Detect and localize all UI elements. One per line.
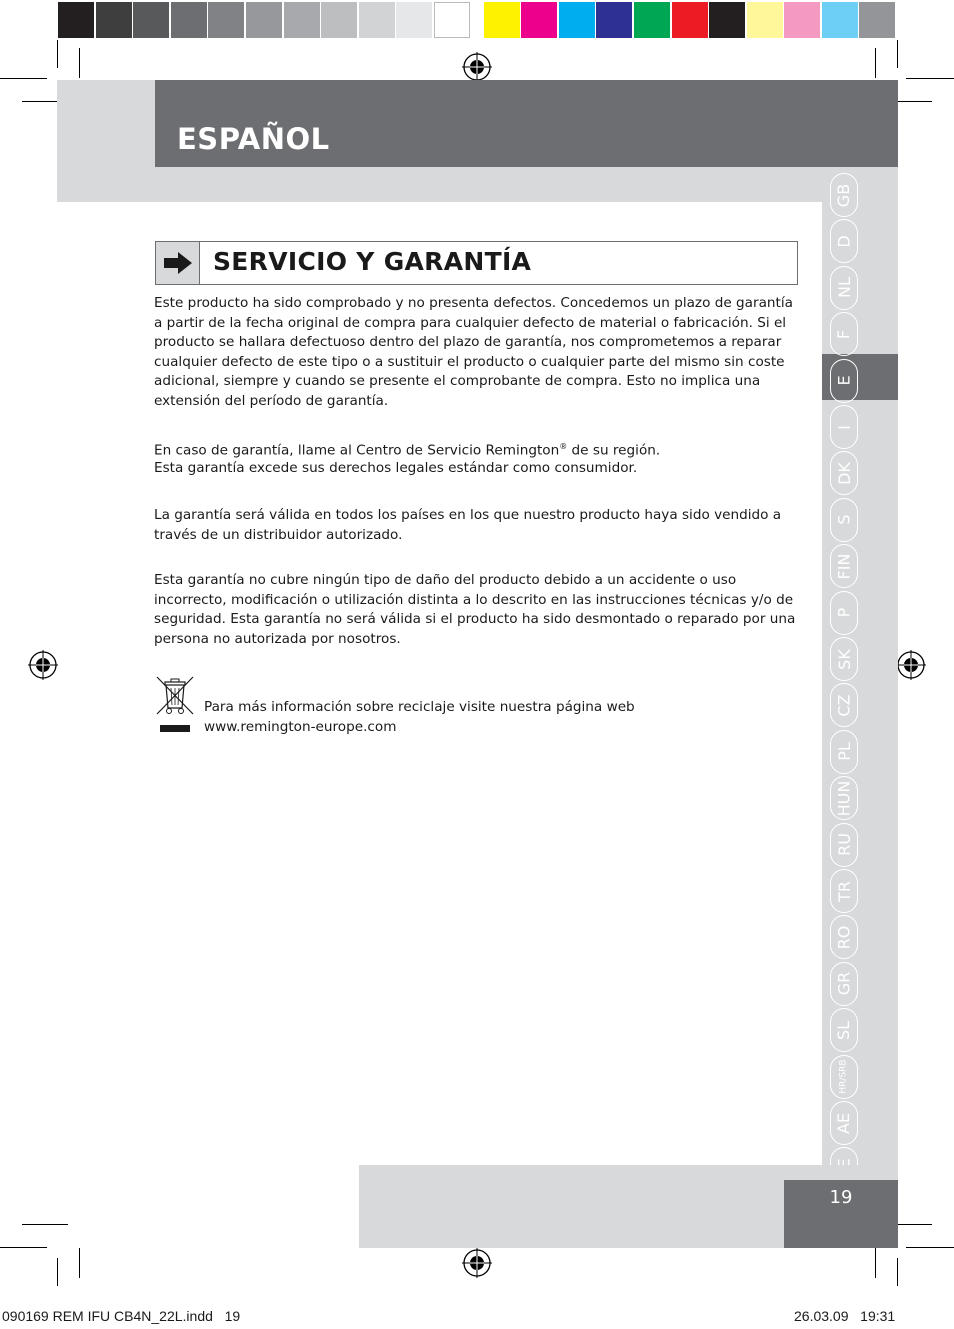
crop-mark <box>897 1258 898 1286</box>
language-tab-label: I <box>834 424 854 430</box>
file-slug: 090169 REM IFU CB4N_22L.indd 19 <box>2 1308 241 1324</box>
crop-mark <box>57 40 58 68</box>
crop-mark <box>22 1224 68 1225</box>
language-tab-label: S <box>834 514 854 525</box>
recycling-text: Para más información sobre reciclaje visite nuestra página web <box>204 699 635 715</box>
color-swatch <box>709 2 745 38</box>
crop-mark <box>0 78 47 79</box>
color-swatch <box>634 2 670 38</box>
language-tab-i[interactable] <box>830 405 858 449</box>
service-center-paragraph <box>154 437 802 461</box>
language-tab-label: RO <box>834 925 854 950</box>
color-swatch <box>284 2 320 38</box>
language-tab-pl[interactable] <box>830 730 858 774</box>
crop-mark <box>906 78 954 79</box>
legal-rights-paragraph: Esta garantía excede sus derechos legales estándar como consumidor. <box>154 460 638 476</box>
language-tab-p[interactable] <box>830 591 858 635</box>
color-swatch <box>246 2 282 38</box>
color-swatch <box>96 2 132 38</box>
language-tab-hr-srb[interactable] <box>830 1055 858 1099</box>
color-swatch <box>747 2 783 38</box>
color-swatch <box>784 2 820 38</box>
language-tab-label: HR/SRB <box>838 1059 849 1094</box>
language-tab-gb[interactable] <box>830 173 858 217</box>
language-tab-gr[interactable] <box>830 962 858 1006</box>
recycling-website-link[interactable]: www.remington-europe.com <box>204 719 397 735</box>
crop-mark <box>0 1247 47 1248</box>
section-arrow-box <box>155 241 200 285</box>
crop-mark <box>875 48 876 78</box>
exclusions-paragraph: Esta garantía no cubre ningún tipo de daño del producto debido a un accidente o uso incorrecto, modificación o utilización distinta a lo descrito en las instrucciones técnicas y/o de seguridad. Esta garantía no será válida si el producto ha sido desmontado o reparado por una persona no autorizada por nosotros. <box>154 572 796 647</box>
language-tab-label: AE <box>834 1112 854 1134</box>
registration-mark-icon <box>896 650 926 680</box>
language-tab-cz[interactable] <box>830 683 858 727</box>
color-swatch <box>521 2 557 38</box>
section-title: SERVICIO Y GARANTÍA <box>213 247 532 276</box>
weee-crossed-bin-icon <box>155 674 195 734</box>
language-tab-d[interactable] <box>830 219 858 263</box>
crop-mark <box>79 48 80 78</box>
color-swatch <box>559 2 595 38</box>
registration-mark-icon <box>462 1248 492 1278</box>
language-tab-label: FIN <box>834 553 854 580</box>
color-swatch <box>484 2 520 38</box>
language-tab-label: TR <box>834 880 854 902</box>
crop-mark <box>906 1247 954 1248</box>
language-tab-sk[interactable] <box>830 637 858 681</box>
language-tab-ro[interactable] <box>830 915 858 959</box>
language-tab-label: GB <box>834 183 854 207</box>
color-swatch <box>208 2 244 38</box>
crop-mark <box>79 1248 80 1278</box>
language-tab-ae[interactable] <box>830 1101 858 1145</box>
color-swatch <box>596 2 632 38</box>
language-tab-s[interactable] <box>830 498 858 542</box>
page-number: 19 <box>829 1187 853 1208</box>
language-tab-label: SK <box>834 648 854 670</box>
color-swatch <box>434 2 470 38</box>
crop-mark <box>57 1258 58 1286</box>
language-tab-e[interactable] <box>830 359 858 403</box>
validity-paragraph: La garantía será válida en todos los países en los que nuestro producto haya sido vendido a través de un distribuidor autorizado. <box>154 507 782 543</box>
warranty-paragraph: Este producto ha sido comprobado y no presenta defectos. Concedemos un plazo de garantía a partir de la fecha original de compra para cualquier defecto de material o fabricación. Si el producto se hallara defectuoso dentro del plazo de garantía, nos comprometemos a reparar cualquier defecto de este tipo o a sustituir el producto o cualquier parte del mismo sin coste adicional, siempre y cuando se presente el comprobante de compra. Esto no implica una extensión del período de garantía. <box>154 295 793 409</box>
service-center-text: En caso de garantía, llame al Centro de Servicio Remington <box>154 442 560 459</box>
arrow-right-icon <box>163 252 193 274</box>
language-tab-f[interactable] <box>830 312 858 356</box>
language-tab-label: F <box>834 329 854 339</box>
language-tab-label: NL <box>834 277 854 299</box>
registration-mark-icon <box>462 52 492 82</box>
language-tab-label: PL <box>834 742 854 762</box>
registered-mark: ® <box>559 442 568 451</box>
language-tab-label: DK <box>834 461 854 485</box>
language-tab-tr[interactable] <box>830 869 858 913</box>
color-swatch <box>822 2 858 38</box>
language-tab-sl[interactable] <box>830 1008 858 1052</box>
service-center-text-end: de su región. <box>567 442 661 459</box>
color-swatch <box>58 2 94 38</box>
language-tab-label: D <box>834 235 854 248</box>
language-tab-label: SL <box>834 1020 854 1040</box>
language-tab-nl[interactable] <box>830 266 858 310</box>
language-tab-ru[interactable] <box>830 823 858 867</box>
date-slug: 26.03.09 19:31 <box>794 1308 896 1324</box>
recycling-info <box>204 697 635 737</box>
color-swatch <box>171 2 207 38</box>
color-bar-gap <box>472 2 484 38</box>
language-tab-label: HUN <box>834 780 854 817</box>
language-tab-hun[interactable] <box>830 776 858 820</box>
crop-mark <box>897 40 898 68</box>
color-swatch <box>859 2 895 38</box>
language-tab-label: E <box>834 375 854 386</box>
language-tab-label: RU <box>834 833 854 857</box>
color-swatch <box>321 2 357 38</box>
color-swatch <box>396 2 432 38</box>
color-swatch <box>359 2 395 38</box>
language-tab-label: P <box>834 607 854 618</box>
printer-color-bar <box>58 2 897 38</box>
crop-mark <box>875 1248 876 1278</box>
page-title: ESPAÑOL <box>177 122 330 156</box>
color-swatch <box>672 2 708 38</box>
language-tab-fin[interactable] <box>830 544 858 588</box>
language-tab-label: GR <box>834 972 854 996</box>
registration-mark-icon <box>28 650 58 680</box>
language-tab-label: CZ <box>834 694 854 717</box>
language-tab-dk[interactable] <box>830 451 858 495</box>
color-swatch <box>133 2 169 38</box>
